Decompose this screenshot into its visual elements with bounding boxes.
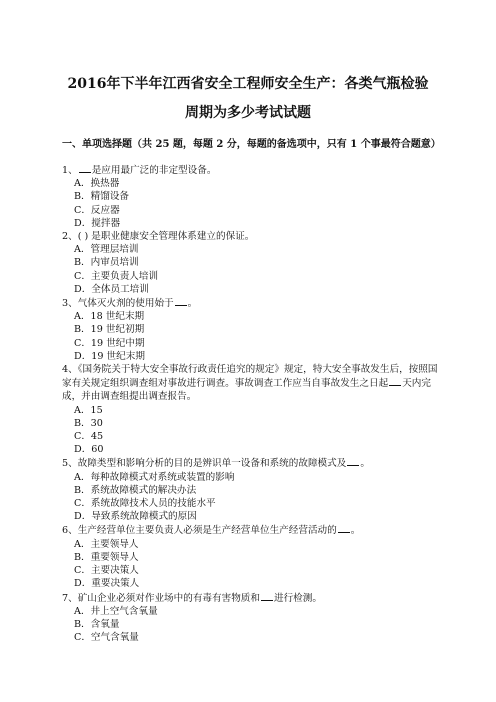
option: A．井上空气含氧量 <box>74 605 158 617</box>
question-stem: 7、矿山企业必须对作业场中的有毒有害物质和 进行检测。 <box>62 592 322 604</box>
option: B．内审员培训 <box>74 257 139 269</box>
option: C．主要负责人培训 <box>74 270 159 282</box>
answer-blank <box>338 523 350 533</box>
question-stem: 1、 是应用最广泛的非定型设备。 <box>62 165 217 176</box>
option: A．管理层培训 <box>74 244 139 256</box>
option: D．重要决策人 <box>74 578 140 590</box>
answer-blank <box>347 456 359 466</box>
option: C．19 世纪中期 <box>74 337 145 349</box>
option: B．含氧量 <box>74 618 120 630</box>
option: C．空气含氧量 <box>74 632 139 644</box>
question-block <box>62 230 438 296</box>
option: D．60 <box>74 444 104 456</box>
question-stem: 4、《国务院关于特大安全事故行政责任追究的规定》规定，特大安全事故发生后，按照国家有关规定组织调查组对事故进行调查。事故调查工作应当自事故发生之日起 天内完成，并由调查组提出调查报告。 <box>62 364 438 403</box>
option: A．主要领导人 <box>74 538 139 550</box>
option: C．系统故障技术人员的技能水平 <box>74 498 216 510</box>
option: D．19 世纪末期 <box>74 350 145 362</box>
question-list <box>62 163 438 644</box>
question-block <box>62 523 438 590</box>
option: B．精馏设备 <box>74 191 130 203</box>
answer-blank <box>261 591 273 601</box>
option: B．19 世纪初期 <box>74 324 145 336</box>
option: B．系统故障模式的解决办法 <box>74 484 197 496</box>
option: B．30 <box>74 417 103 429</box>
question-stem: 5、故障类型和影响分析的目的是辨识单一设备和系统的故障模式及 。 <box>62 458 370 470</box>
option: B．重要领导人 <box>74 551 139 563</box>
option: A．每种故障模式对系统或装置的影响 <box>74 471 235 483</box>
option: D．搅拌器 <box>74 217 121 229</box>
option: D．导致系统故障模式的原因 <box>74 511 197 523</box>
question-stem: 6、生产经营单位主要负责人必须是生产经营单位生产经营活动的 。 <box>62 525 361 537</box>
question-block <box>62 363 438 456</box>
question-stem: 3、气体灭火剂的使用始于 。 <box>62 298 198 310</box>
question-block <box>62 163 438 230</box>
answer-blank <box>175 296 187 306</box>
option: A．换热器 <box>74 178 120 190</box>
answer-blank <box>79 163 91 173</box>
option: C．主要决策人 <box>74 565 139 577</box>
document-title-line-1: 2016年下半年江西省安全工程师安全生产：各类气瓶检验 <box>67 76 429 92</box>
question-block <box>62 456 438 523</box>
option: C．反应器 <box>74 204 120 216</box>
document-title-line-2: 周期为多少考试试题 <box>185 105 311 121</box>
option: A．15 <box>74 404 103 416</box>
option: C．45 <box>74 431 104 443</box>
answer-blank <box>389 376 401 386</box>
question-block <box>62 591 438 645</box>
question-stem: 2、( ) 是职业健康安全管理体系建立的保证。 <box>62 231 255 243</box>
section-heading: 一、单项选择题（共 25 题，每题 2 分，每题的备选项中，只有 1 个事最符合题意） <box>62 139 441 150</box>
option: D．全体员工培训 <box>74 283 149 295</box>
option: A．18 世纪末期 <box>74 311 145 323</box>
question-block <box>62 296 438 363</box>
